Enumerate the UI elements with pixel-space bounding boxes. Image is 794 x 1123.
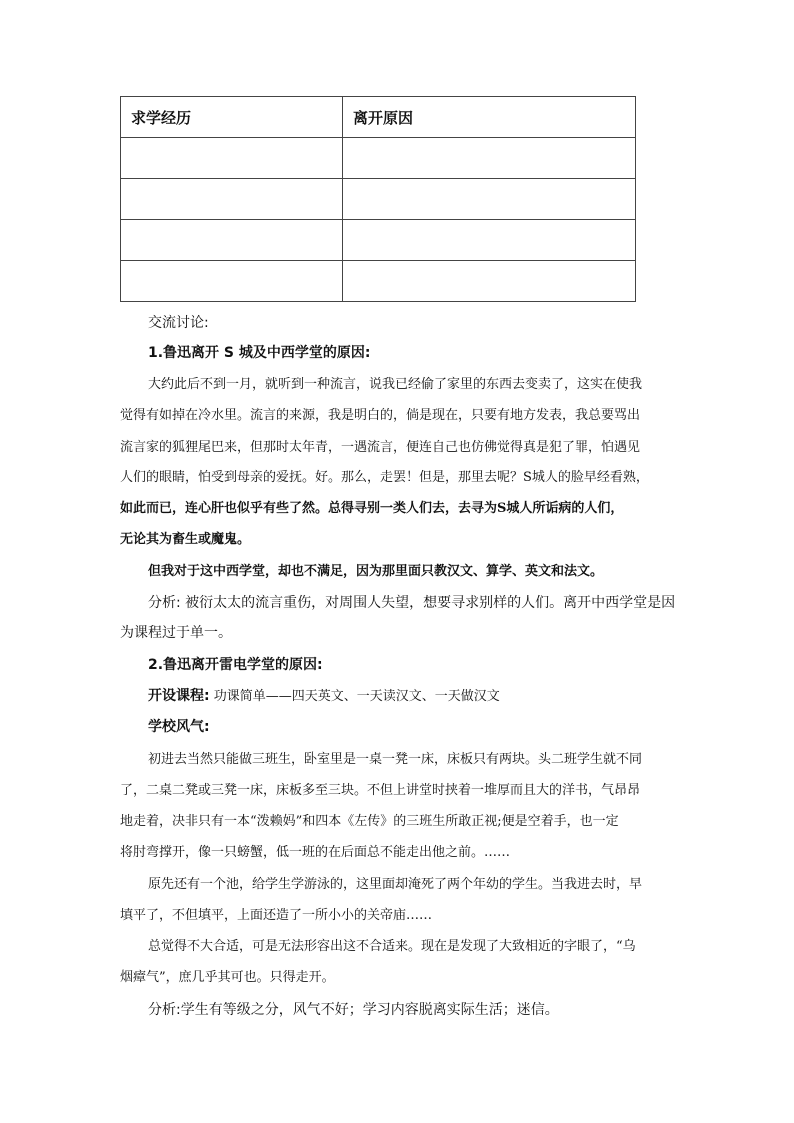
table-cell[interactable] [121,261,343,302]
quote1-line: 如此而已，连心肝也似乎有些了然。总得寻别一类人们去，去寻为S城人所诟病的人们， [120,501,624,516]
courses-label: 开设课程: [148,688,210,704]
quote1-line: 大约此后不到一月，就听到一种流言，说我已经偷了家里的东西去变卖了，这实在使我 [148,377,643,392]
quote2-line: 将肘弯撑开，像一只螃蟹，低一班的在后面总不能走出他之前。…… [120,845,511,860]
table-cell[interactable] [121,220,343,261]
quote2-line: 原先还有一个池，给学生学游泳的，这里面却淹死了两个年幼的学生。当我进去时，早 [148,877,643,892]
table-row [121,261,636,302]
table-row [121,179,636,220]
section1-heading: 1.鲁迅离开 S 城及中西学堂的原因: [148,345,371,361]
table-cell[interactable] [121,179,343,220]
quote2-line: 填平了，不但填平，上面还造了一所小小的关帝庙…… [120,908,433,923]
table-cell[interactable] [343,179,636,220]
analysis1-label: 分析: [148,595,181,611]
quote1-line: 无论其为畜生或魔鬼。 [120,532,251,547]
table-cell[interactable] [343,220,636,261]
quote2-line: 初进去当然只能做三班生，卧室里是一桌一凳一床，床板只有两块。头二班学生就不同 [148,752,643,767]
table-cell[interactable] [343,261,636,302]
table-row [121,138,636,179]
header-leave-reason: 离开原因 [343,97,636,138]
quote2-line: 了，二桌二凳或三凳一床，床板多至三块。不但上讲堂时挟着一堆厚而且大的洋书，气昂昂 [120,783,641,798]
table-header-row [121,97,636,138]
quote1-line: 觉得有如掉在冷水里。流言的来源，我是明白的，倘是现在，只要有地方发表，我总要骂出 [120,408,641,423]
quote2-line: 地走着，决非只有一本“泼赖妈”和四本《左传》的三班生所敢正视;便是空着手，也一定 [120,814,619,829]
courses-text: 功课简单——四天英文、一天读汉文、一天做汉文 [209,689,500,704]
courses [148,685,500,705]
quote1-line: 流言家的狐狸尾巴来，但那时太年青，一遇流言，便连自己也仿佛觉得真是犯了罪，怕遇见 [120,440,641,455]
table-row [121,220,636,261]
quote2-line: 总觉得不大合适，可是无法形容出这不合适来。现在是发现了大致相近的字眼了，“乌 [148,939,636,954]
quote1-school: 但我对于这中西学堂，却也不满足，因为那里面只教汉文、算学、英文和法文。 [148,564,604,579]
section2-heading: 2.鲁迅离开雷电学堂的原因: [148,657,323,673]
school-style-label: 学校风气: [148,719,210,735]
analysis1-line2: 为课程过于单一。 [120,625,232,641]
analysis1-text: 被衍太太的流言重伤，对周围人失望，想要寻求别样的人们。离开中西学堂是因 [180,595,676,611]
table-cell[interactable] [121,138,343,179]
discussion-label: 交流讨论: [148,315,209,331]
table-cell[interactable] [343,138,636,179]
analysis1 [148,592,675,612]
analysis2 [148,999,559,1019]
study-history-table [120,96,636,302]
analysis2-text: 学生有等级之分，风气不好；学习内容脱离实际生活；迷信。 [180,1002,559,1018]
analysis2-label: 分析: [148,1002,181,1018]
quote1-line: 人们的眼睛，怕受到母亲的爱抚。好。那么，走罢！但是，那里去呢？S城人的脸早经看熟， [120,470,649,485]
quote2-line: 烟瘴气”，庶几乎其可也。只得走开。 [120,970,335,985]
header-study-history: 求学经历 [121,97,343,138]
